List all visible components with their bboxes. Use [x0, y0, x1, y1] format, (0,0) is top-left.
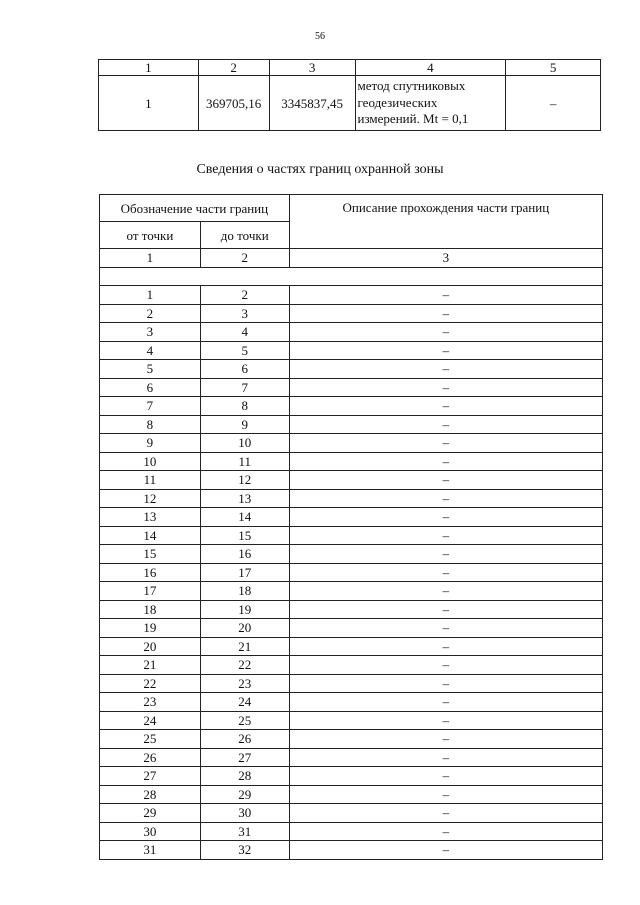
- method-line: метод спутниковых: [357, 78, 466, 94]
- to-point-cell: 2: [200, 286, 289, 305]
- table-row: [100, 822, 603, 841]
- description-cell: –: [289, 452, 602, 471]
- boundary-parts-table: [99, 194, 603, 860]
- coordinates-row: [99, 76, 601, 131]
- from-point-cell: 17: [100, 582, 201, 601]
- from-point-cell: 24: [100, 711, 201, 730]
- to-point-cell: 28: [200, 767, 289, 786]
- table-row: [100, 582, 603, 601]
- to-point-cell: 16: [200, 545, 289, 564]
- to-point-cell: 4: [200, 323, 289, 342]
- table-row: [100, 415, 603, 434]
- spacer-cell: [100, 267, 603, 286]
- from-point-cell: 8: [100, 415, 201, 434]
- table-row: [100, 767, 603, 786]
- to-point-cell: 23: [200, 674, 289, 693]
- to-point-cell: 21: [200, 637, 289, 656]
- x-coordinate: 369705,16: [198, 76, 269, 131]
- table-row: [100, 304, 603, 323]
- to-point-cell: 18: [200, 582, 289, 601]
- table-row: [100, 286, 603, 305]
- point-number: 1: [99, 76, 199, 131]
- description-cell: –: [289, 711, 602, 730]
- header-group-cell: Обозначение части границ: [100, 195, 290, 222]
- table-row: [100, 711, 603, 730]
- numbering-cell: 1: [100, 249, 201, 268]
- table-row: [100, 452, 603, 471]
- table-row: [100, 656, 603, 675]
- table-row: [100, 360, 603, 379]
- to-point-cell: 17: [200, 563, 289, 582]
- from-point-cell: 7: [100, 397, 201, 416]
- coordinates-table: [98, 59, 601, 131]
- description-cell: –: [289, 415, 602, 434]
- to-point-cell: 26: [200, 730, 289, 749]
- from-point-cell: 9: [100, 434, 201, 453]
- from-point-cell: 14: [100, 526, 201, 545]
- section-title: Сведения о частях границ охранной зоны: [196, 162, 444, 177]
- to-point-cell: 3: [200, 304, 289, 323]
- from-point-cell: 29: [100, 804, 201, 823]
- to-point-cell: 20: [200, 619, 289, 638]
- numbering-cell: 2: [200, 249, 289, 268]
- to-point-cell: 5: [200, 341, 289, 360]
- method-line: геодезических: [357, 94, 438, 110]
- to-point-cell: 13: [200, 489, 289, 508]
- header-cell: 1: [99, 60, 199, 76]
- description-cell: –: [289, 378, 602, 397]
- header-row: [100, 195, 603, 222]
- description-cell: –: [289, 600, 602, 619]
- table-row: [100, 341, 603, 360]
- description-cell: –: [289, 489, 602, 508]
- to-point-cell: 27: [200, 748, 289, 767]
- description-cell: –: [289, 304, 602, 323]
- description-cell: –: [289, 434, 602, 453]
- to-point-cell: 11: [200, 452, 289, 471]
- method-description: [355, 76, 506, 131]
- to-point-cell: 8: [200, 397, 289, 416]
- to-point-cell: 25: [200, 711, 289, 730]
- table-row: [100, 785, 603, 804]
- header-cell: 4: [355, 60, 506, 76]
- from-point-cell: 25: [100, 730, 201, 749]
- table-row: [100, 434, 603, 453]
- spacer-row: [100, 267, 603, 286]
- table-row: [100, 730, 603, 749]
- table-row: [100, 693, 603, 712]
- to-point-cell: 32: [200, 841, 289, 860]
- from-point-cell: 30: [100, 822, 201, 841]
- description-cell: –: [289, 822, 602, 841]
- header-to-cell: до точки: [200, 222, 289, 249]
- description-cell: –: [289, 471, 602, 490]
- from-point-cell: 19: [100, 619, 201, 638]
- to-point-cell: 30: [200, 804, 289, 823]
- table-row: [100, 526, 603, 545]
- description-cell: –: [289, 656, 602, 675]
- header-description-cell: Описание прохождения части границ: [289, 195, 602, 249]
- from-point-cell: 6: [100, 378, 201, 397]
- from-point-cell: 13: [100, 508, 201, 527]
- table-row: [100, 619, 603, 638]
- to-point-cell: 14: [200, 508, 289, 527]
- to-point-cell: 29: [200, 785, 289, 804]
- from-point-cell: 4: [100, 341, 201, 360]
- to-point-cell: 22: [200, 656, 289, 675]
- method-line: измерений. Mt = 0,1: [357, 111, 469, 127]
- description-cell: –: [289, 767, 602, 786]
- description-cell: –: [289, 563, 602, 582]
- from-point-cell: 1: [100, 286, 201, 305]
- from-point-cell: 28: [100, 785, 201, 804]
- description-cell: –: [289, 785, 602, 804]
- description-cell: –: [289, 730, 602, 749]
- from-point-cell: 10: [100, 452, 201, 471]
- from-point-cell: 3: [100, 323, 201, 342]
- description-cell: –: [289, 397, 602, 416]
- header-cell: 2: [198, 60, 269, 76]
- to-point-cell: 12: [200, 471, 289, 490]
- to-point-cell: 24: [200, 693, 289, 712]
- from-point-cell: 2: [100, 304, 201, 323]
- description-cell: –: [289, 341, 602, 360]
- header-cell: 5: [506, 60, 601, 76]
- to-point-cell: 19: [200, 600, 289, 619]
- from-point-cell: 31: [100, 841, 201, 860]
- table-row: [100, 804, 603, 823]
- table-row: [100, 748, 603, 767]
- from-point-cell: 27: [100, 767, 201, 786]
- to-point-cell: 10: [200, 434, 289, 453]
- description-cell: –: [289, 804, 602, 823]
- table-row: [100, 378, 603, 397]
- description-cell: –: [289, 323, 602, 342]
- from-point-cell: 11: [100, 471, 201, 490]
- numbering-cell: 3: [289, 249, 602, 268]
- table-row: [100, 600, 603, 619]
- from-point-cell: 22: [100, 674, 201, 693]
- table-row: [100, 637, 603, 656]
- coordinates-header-row: [99, 60, 601, 76]
- table-row: [100, 489, 603, 508]
- description-cell: –: [289, 526, 602, 545]
- table-row: [100, 471, 603, 490]
- to-point-cell: 7: [200, 378, 289, 397]
- from-point-cell: 23: [100, 693, 201, 712]
- page-number: 56: [315, 31, 325, 42]
- to-point-cell: 9: [200, 415, 289, 434]
- description-cell: –: [289, 748, 602, 767]
- from-point-cell: 26: [100, 748, 201, 767]
- to-point-cell: 6: [200, 360, 289, 379]
- table-row: [100, 545, 603, 564]
- to-point-cell: 15: [200, 526, 289, 545]
- numbering-row: [100, 249, 603, 268]
- from-point-cell: 15: [100, 545, 201, 564]
- description-cell: –: [289, 637, 602, 656]
- from-point-cell: 12: [100, 489, 201, 508]
- table-row: [100, 323, 603, 342]
- from-point-cell: 18: [100, 600, 201, 619]
- from-point-cell: 5: [100, 360, 201, 379]
- description-cell: –: [289, 286, 602, 305]
- table-row: [100, 841, 603, 860]
- table-row: [100, 508, 603, 527]
- from-point-cell: 16: [100, 563, 201, 582]
- description-cell: –: [289, 841, 602, 860]
- table-row: [100, 563, 603, 582]
- note-cell: –: [506, 76, 601, 131]
- description-cell: –: [289, 545, 602, 564]
- description-cell: –: [289, 360, 602, 379]
- from-point-cell: 20: [100, 637, 201, 656]
- header-cell: 3: [269, 60, 355, 76]
- y-coordinate: 3345837,45: [269, 76, 355, 131]
- description-cell: –: [289, 508, 602, 527]
- description-cell: –: [289, 693, 602, 712]
- description-cell: –: [289, 619, 602, 638]
- table-row: [100, 397, 603, 416]
- to-point-cell: 31: [200, 822, 289, 841]
- from-point-cell: 21: [100, 656, 201, 675]
- header-from-cell: от точки: [100, 222, 201, 249]
- description-cell: –: [289, 582, 602, 601]
- table-row: [100, 674, 603, 693]
- description-cell: –: [289, 674, 602, 693]
